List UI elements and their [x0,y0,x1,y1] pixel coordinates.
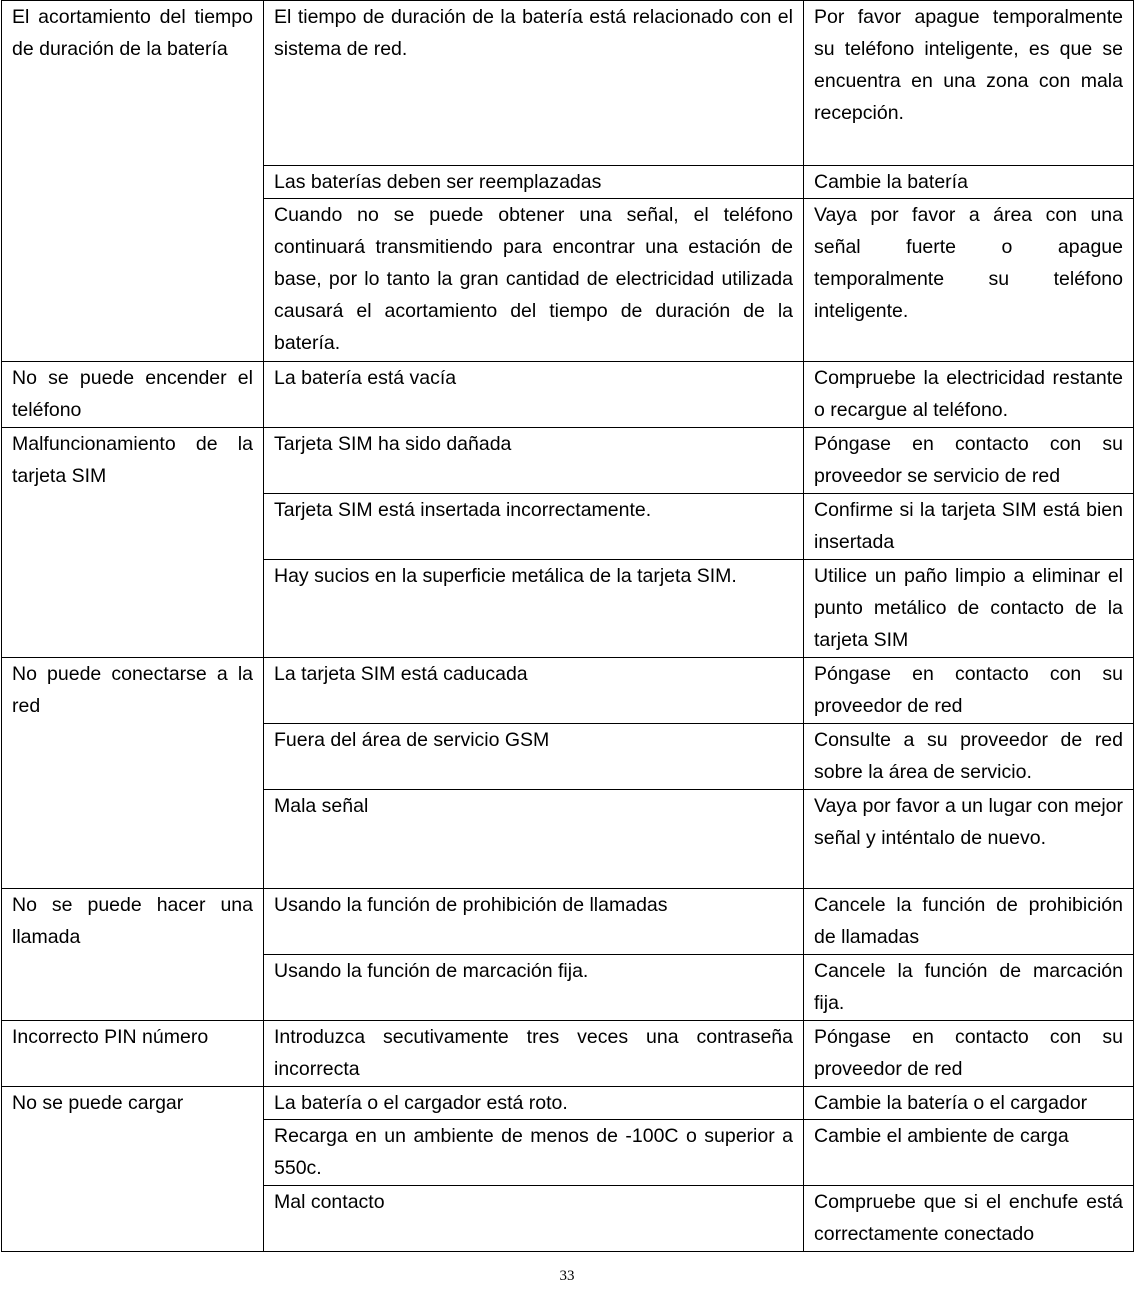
cause-cell: Cuando no se puede obtener una señal, el teléfono continuará transmitiendo para encontrar una estación de base, por lo tanto la gran cantidad de electricidad utilizada causará el acortamiento del tiempo de duración de la batería. [264,199,804,362]
solution-cell: Cambie el ambiente de carga [804,1120,1134,1186]
solution-cell: Vaya por favor a un lugar con mejor señal y inténtalo de nuevo. [804,790,1134,889]
solution-cell: Póngase en contacto con su proveedor se servicio de red [804,428,1134,494]
page-number: 33 [559,1268,575,1284]
cause-cell: Introduzca secutivamente tres veces una contraseña incorrecta [264,1021,804,1087]
solution-cell: Cambie la batería o el cargador [804,1087,1134,1120]
problem-cell: No se puede hacer una llamada [2,889,264,1021]
solution-cell: Cambie la batería [804,166,1134,199]
table-row [2,1,1134,166]
solution-cell: Utilice un paño limpio a eliminar el punto metálico de contacto de la tarjeta SIM [804,560,1134,658]
cause-cell: Mala señal [264,790,804,889]
problem-cell: Malfuncionamiento de la tarjeta SIM [2,428,264,658]
cause-cell: Tarjeta SIM ha sido dañada [264,428,804,494]
solution-cell: Confirme si la tarjeta SIM está bien insertada [804,494,1134,560]
cause-cell: La batería o el cargador está roto. [264,1087,804,1120]
cause-cell: Hay sucios en la superficie metálica de la tarjeta SIM. [264,560,804,658]
cause-cell: El tiempo de duración de la batería está relacionado con el sistema de red. [264,1,804,166]
cause-cell: La batería está vacía [264,362,804,428]
table-row [2,889,1134,955]
troubleshooting-table [1,0,1134,1252]
solution-cell: Cancele la función de prohibición de llamadas [804,889,1134,955]
cause-cell: Tarjeta SIM está insertada incorrectamente. [264,494,804,560]
cause-cell: Mal contacto [264,1186,804,1252]
solution-cell: Por favor apague temporalmente su teléfono inteligente, es que se encuentra en una zona con mala recepción. [804,1,1134,166]
table-row [2,428,1134,494]
problem-cell: El acortamiento del tiempo de duración de la batería [2,1,264,362]
solution-cell: Consulte a su proveedor de red sobre la área de servicio. [804,724,1134,790]
solution-cell: Compruebe la electricidad restante o recargue al teléfono. [804,362,1134,428]
table-row [2,1087,1134,1120]
solution-cell: Póngase en contacto con su proveedor de red [804,1021,1134,1087]
cause-cell: Fuera del área de servicio GSM [264,724,804,790]
solution-cell: Póngase en contacto con su proveedor de red [804,658,1134,724]
problem-cell: No puede conectarse a la red [2,658,264,889]
solution-cell: Vaya por favor a área con una señal fuerte o apague temporalmente su teléfono inteligente. [804,199,1134,362]
cause-cell: Recarga en un ambiente de menos de -100C o superior a 550c. [264,1120,804,1186]
cause-cell: Usando la función de prohibición de llamadas [264,889,804,955]
cause-cell: Las baterías deben ser reemplazadas [264,166,804,199]
solution-cell: Compruebe que si el enchufe está correctamente conectado [804,1186,1134,1252]
cause-cell: La tarjeta SIM está caducada [264,658,804,724]
problem-cell: No se puede encender el teléfono [2,362,264,428]
cause-cell: Usando la función de marcación fija. [264,955,804,1021]
table-row [2,362,1134,428]
table-row [2,658,1134,724]
solution-cell: Cancele la función de marcación fija. [804,955,1134,1021]
table-row [2,1021,1134,1087]
problem-cell: No se puede cargar [2,1087,264,1252]
problem-cell: Incorrecto PIN número [2,1021,264,1087]
